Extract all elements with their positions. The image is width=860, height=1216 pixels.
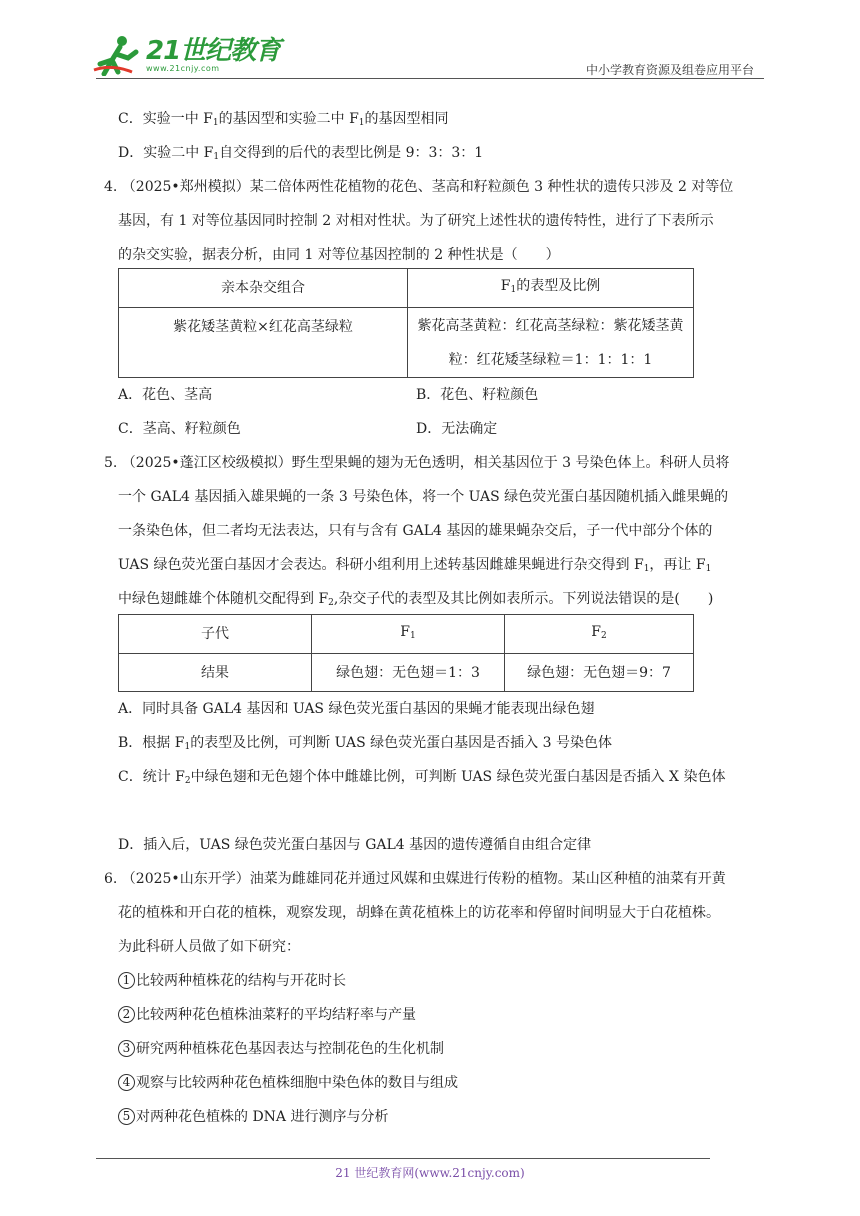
q5-stem-text: ，再让 F <box>649 557 706 573</box>
q5-table-header: 子代 <box>119 615 312 654</box>
subscript: 1 <box>358 118 365 128</box>
q5-table-cell: 绿色翅：无色翅＝9：7 <box>505 654 694 692</box>
q5-stem-line <box>118 548 711 586</box>
q5-table-header <box>312 615 505 654</box>
q4-table <box>118 268 694 378</box>
q5-table <box>118 614 694 692</box>
q5-option-c-text: C．统计 F <box>118 769 185 785</box>
q5-option-c-text: 中绿色翅和无色翅个体中雌雄比例，可判断 UAS 绿色荧光蛋白基因是否插入 X 染色体 <box>190 769 726 785</box>
subscript: 2 <box>600 631 607 641</box>
page-header <box>0 0 860 80</box>
q4-table-header-text: 的表型及比例 <box>516 278 601 294</box>
circled-number: 2 <box>118 1006 135 1023</box>
subscript: 1 <box>213 152 220 162</box>
circled-number: 1 <box>118 972 135 989</box>
q5-table-header-text: F <box>400 624 410 640</box>
q5-stem-text: UAS 绿色荧光蛋白基因才会表达。科研小组利用上述转基因雌雄果蝇进行杂交得到 F <box>118 557 644 573</box>
q4-option-a: A．花色、茎高 <box>118 387 213 403</box>
q5-stem-text: ,杂交子代的表型及其比例如表所示。下列说法错误的是( ) <box>333 591 714 607</box>
q4-option-d: D．无法确定 <box>416 421 498 437</box>
q4-stem-line: 的杂交实验，据表分析，由同 1 对等位基因控制的 2 种性状是（ ） <box>118 247 560 263</box>
subscript: 1 <box>212 118 219 128</box>
q5-option-b <box>118 726 612 764</box>
q6-item <box>118 998 416 1032</box>
q5-stem-line: 5. （2025•蓬江区校级模拟）野生型果蝇的翅为无色透明，相关基因位于 3 号染色体上。科研人员将 <box>104 455 730 471</box>
q6-item <box>118 1032 444 1066</box>
q5-stem-text: 中绿色翅雌雄个体随机交配得到 F <box>118 591 329 607</box>
q5-table-header-text: F <box>591 624 601 640</box>
q5-stem-line: 一个 GAL4 基因插入雄果蝇的一条 3 号染色体，将一个 UAS 绿色荧光蛋白基因随机插入雌果蝇的 <box>118 489 729 505</box>
q6-item-text: 观察与比较两种花色植株细胞中染色体的数目与组成 <box>136 1075 458 1091</box>
footer-divider <box>96 1158 710 1159</box>
q3-option-d-text: 自交得到的后代的表型比例是 9：3：3：1 <box>219 145 484 161</box>
q4-table-cell-line: 粒：红花矮茎绿粒＝1：1：1：1 <box>448 351 653 368</box>
q3-option-c <box>118 102 449 140</box>
logo-url: www.21cnjy.com <box>146 63 220 73</box>
subscript: 2 <box>328 598 334 608</box>
q5-table-cell: 结果 <box>119 654 312 692</box>
circled-number: 3 <box>118 1040 135 1057</box>
q3-option-c-text: 的基因型和实验二中 F <box>218 111 359 127</box>
q4-table-cell <box>408 308 694 378</box>
q4-option-b: B．花色、籽粒颜色 <box>416 387 539 403</box>
q3-option-c-text: C．实验一中 F <box>118 111 213 127</box>
q5-table-cell: 绿色翅：无色翅＝1：3 <box>312 654 505 692</box>
circled-number: 4 <box>118 1074 135 1091</box>
q4-table-header-text: F <box>500 278 511 294</box>
q6-item <box>118 964 346 998</box>
q6-item-text: 对两种花色植株的 DNA 进行测序与分析 <box>136 1109 389 1125</box>
q5-option-c <box>118 760 725 798</box>
q5-option-d: D．插入后，UAS 绿色荧光蛋白基因与 GAL4 基因的遗传遵循自由组合定律 <box>118 837 592 853</box>
q6-stem-line: 花的植株和开白花的植株，观察发现，胡蜂在黄花植株上的访花率和停留时间明显大于白花植株。 <box>118 905 720 921</box>
logo-text: 21世纪教育 <box>146 35 281 66</box>
site-logo <box>92 34 280 76</box>
q3-option-d <box>118 136 483 174</box>
platform-name: 中小学教育资源及组卷应用平台 <box>585 63 754 77</box>
q6-item <box>118 1100 389 1134</box>
q6-item-text: 比较两种花色植株油菜籽的平均结籽率与产量 <box>136 1007 416 1023</box>
runner-logo-icon <box>92 34 146 76</box>
q3-option-d-text: D．实验二中 F <box>118 145 214 161</box>
q4-option-c: C．茎高、籽粒颜色 <box>118 421 241 437</box>
page-footer: 21 世纪教育网(www.21cnjy.com) <box>335 1166 525 1180</box>
subscript: 1 <box>409 631 416 641</box>
subscript: 1 <box>705 564 712 574</box>
header-divider <box>96 78 764 79</box>
q6-item-text: 研究两种植株花色基因表达与控制花色的生化机制 <box>136 1041 444 1057</box>
circled-number: 5 <box>118 1108 135 1125</box>
q4-stem-line: 基因，有 1 对等位基因同时控制 2 对相对性状。为了研究上述性状的遗传特性，进行了下表所示 <box>118 213 714 229</box>
q6-item-text: 比较两种植株花的结构与开花时长 <box>136 973 346 989</box>
q6-stem-line: 6. （2025•山东开学）油菜为雌雄同花并通过风媒和虫媒进行传粉的植物。某山区种植的油菜有开黄 <box>104 871 726 887</box>
q4-table-cell: 紫花矮茎黄粒×红花高茎绿粒 <box>119 308 408 378</box>
q6-item <box>118 1066 458 1100</box>
subscript: 2 <box>184 776 191 786</box>
q3-option-c-text: 的基因型相同 <box>364 111 449 127</box>
q5-option-a: A．同时具备 GAL4 基因和 UAS 绿色荧光蛋白基因的果蝇才能表现出绿色翅 <box>118 701 595 717</box>
q5-table-header <box>505 615 694 654</box>
subscript: 1 <box>510 285 517 295</box>
q5-option-b-text: B．根据 F <box>118 735 185 751</box>
subscript: 1 <box>643 564 650 574</box>
q4-table-header <box>408 269 694 308</box>
subscript: 1 <box>184 742 191 752</box>
q4-stem-line: 4. （2025•郑州模拟）某二倍体两性花植物的花色、茎高和籽粒颜色 3 种性状的遗传只涉及 2 对等位 <box>104 179 734 195</box>
q5-option-b-text: 的表型及比例，可判断 UAS 绿色荧光蛋白基因是否插入 3 号染色体 <box>190 735 612 751</box>
q4-table-header: 亲本杂交组合 <box>119 269 408 308</box>
q5-stem-line: 一条染色体，但二者均无法表达，只有与含有 GAL4 基因的雄果蝇杂交后，子一代中部分个体的 <box>118 523 713 539</box>
q4-table-cell-line: 紫花高茎黄粒：红花高茎绿粒：紫花矮茎黄 <box>417 317 684 334</box>
q6-stem-line: 为此科研人员做了如下研究： <box>118 939 300 955</box>
